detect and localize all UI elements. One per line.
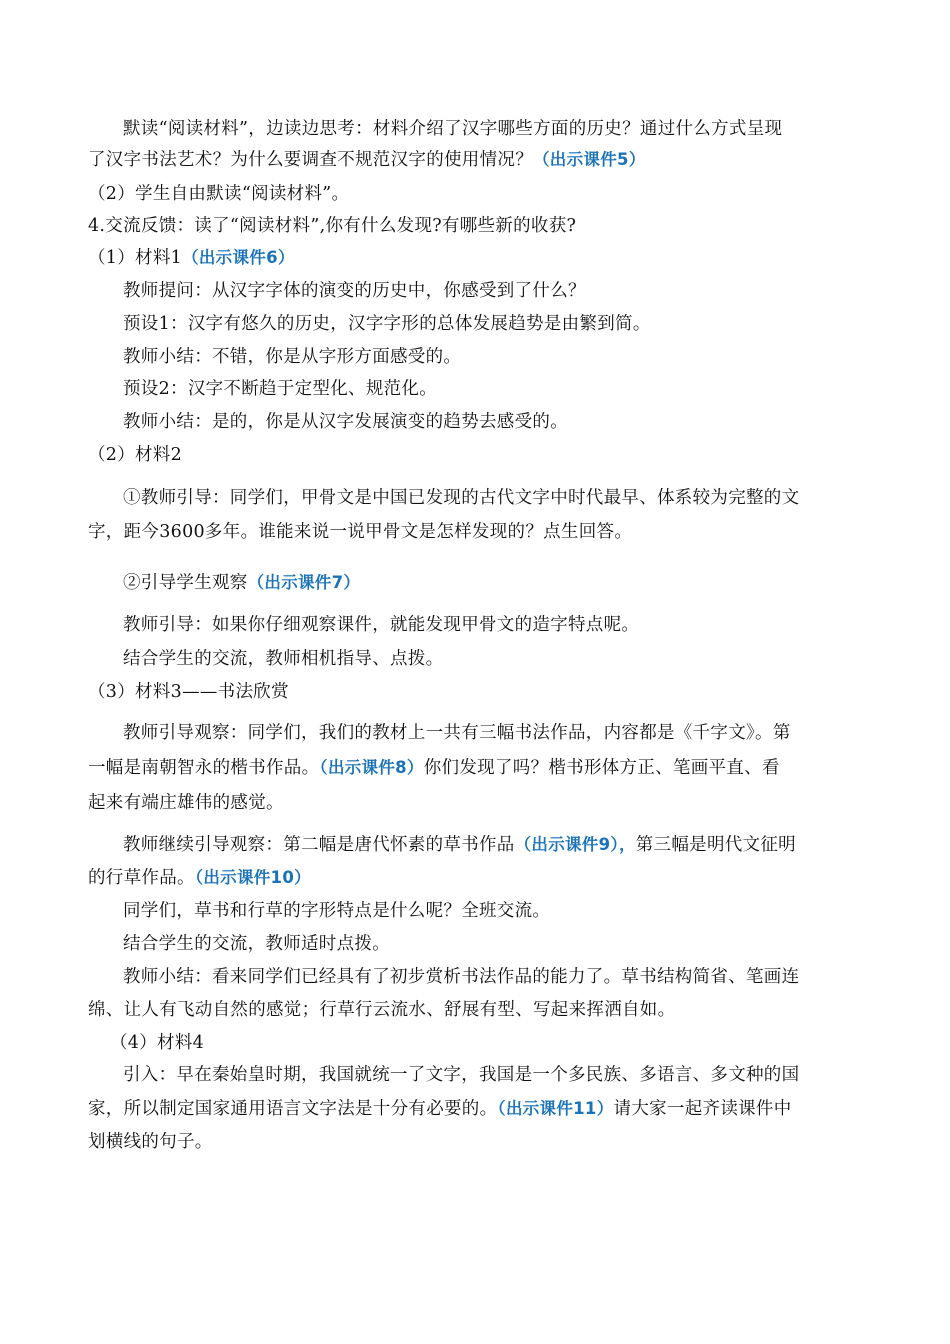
line-text: 4.交流反馈：读了“阅读材料”,你有什么发现?有哪些新的收获? bbox=[88, 216, 577, 236]
line-text: （4）材料4 bbox=[110, 1033, 205, 1053]
line-text: 结合学生的交流，教师相机指导、点拨。 bbox=[123, 649, 444, 669]
line-text: 字，距今3600多年。谁能来说一说甲骨文是怎样发现的？点生回答。 bbox=[88, 522, 633, 542]
text-line bbox=[88, 1130, 213, 1154]
line-text: 请大家一起齐读课件中 bbox=[613, 1099, 792, 1119]
text-line bbox=[88, 148, 646, 172]
line-text: 第三幅是明代文征明 bbox=[635, 835, 796, 855]
text-line bbox=[123, 117, 782, 141]
line-text: 预设2：汉字不断趋于定型化、规范化。 bbox=[123, 379, 438, 399]
line-text: （2）材料2 bbox=[88, 445, 183, 465]
text-line bbox=[123, 932, 390, 956]
text-line bbox=[88, 866, 311, 890]
line-text: （2）学生自由默读“阅读材料”。 bbox=[88, 184, 350, 204]
line-text: 起来有端庄雄伟的感觉。 bbox=[88, 793, 284, 813]
line-text: 教师继续引导观察：第二幅是唐代怀素的草书作品 bbox=[123, 835, 515, 855]
courseware-reference: （出示课件7） bbox=[247, 573, 361, 592]
courseware-reference: （出示课件10） bbox=[194, 868, 311, 887]
text-line bbox=[88, 998, 675, 1022]
line-text: 教师小结：是的，你是从汉字发展演变的趋势去感受的。 bbox=[123, 412, 568, 432]
text-line bbox=[123, 345, 461, 369]
courseware-reference: （出示课件6） bbox=[182, 248, 295, 267]
text-line bbox=[123, 410, 568, 434]
line-text: （3）材料3——书法欣赏 bbox=[88, 682, 289, 702]
text-line bbox=[123, 833, 796, 857]
line-text: 的行草作品。 bbox=[88, 868, 195, 888]
line-text: 绵、让人有飞动自然的感觉；行草行云流水、舒展有型、写起来挥洒自如。 bbox=[88, 1000, 676, 1020]
line-text: 教师小结：看来同学们已经具有了初步赏析书法作品的能力了。草书结构简省、笔画连 bbox=[123, 967, 800, 987]
text-line bbox=[123, 486, 799, 510]
text-line bbox=[123, 647, 443, 671]
line-text: 引入：早在秦始皇时期，我国就统一了文字，我国是一个多民族、多语言、多文种的国 bbox=[123, 1065, 800, 1085]
courseware-reference: （出示课件8） bbox=[319, 758, 424, 777]
courseware-reference: （出示课件9）， bbox=[514, 835, 636, 854]
subsection-heading bbox=[88, 246, 295, 270]
line-text: 教师提问：从汉字字体的演变的历史中，你感受到了什么？ bbox=[123, 281, 586, 301]
line-text: 预设1：汉字有悠久的历史，汉字字形的总体发展趋势是由繁到简。 bbox=[123, 314, 651, 334]
line-text: 教师引导观察：同学们，我们的教材上一共有三幅书法作品，内容都是《千字文》。第 bbox=[123, 723, 791, 743]
line-text: 家，所以制定国家通用语言文字法是十分有必要的。 bbox=[88, 1099, 498, 1119]
text-line bbox=[88, 1097, 792, 1121]
text-line bbox=[123, 721, 791, 745]
text-line bbox=[123, 571, 360, 595]
line-text: 同学们，草书和行草的字形特点是什么呢？全班交流。 bbox=[123, 901, 551, 921]
line-text: 教师小结：不错，你是从字形方面感受的。 bbox=[123, 347, 462, 367]
text-line bbox=[123, 613, 639, 637]
line-text: ②引导学生观察 bbox=[123, 573, 248, 593]
text-line bbox=[88, 182, 349, 206]
text-line bbox=[123, 899, 550, 923]
text-line bbox=[88, 791, 284, 815]
text-line bbox=[123, 312, 651, 336]
courseware-reference: （出示课件5） bbox=[533, 150, 646, 169]
section-heading bbox=[88, 214, 576, 238]
line-text: ①教师引导：同学们，甲骨文是中国已发现的古代文字中时代最早、体系较为完整的文 bbox=[123, 488, 800, 508]
line-text: 划横线的句子。 bbox=[88, 1132, 213, 1152]
text-line bbox=[123, 965, 799, 989]
text-line bbox=[88, 520, 632, 544]
subsection-heading bbox=[88, 443, 182, 467]
courseware-reference: （出示课件11） bbox=[497, 1099, 614, 1118]
line-text: 你们发现了吗？楷书形体方正、笔画平直、看 bbox=[423, 758, 780, 778]
text-line bbox=[123, 279, 586, 303]
line-text: 了汉字书法艺术？为什么要调查不规范汉字的使用情况？ bbox=[88, 150, 533, 170]
line-text: 结合学生的交流，教师适时点拨。 bbox=[123, 934, 390, 954]
text-line bbox=[123, 1063, 799, 1087]
line-text: （1）材料1 bbox=[88, 248, 183, 268]
text-line bbox=[88, 756, 780, 780]
subsection-heading bbox=[88, 680, 289, 704]
line-text: 默读“阅读材料”，边读边思考：材料介绍了汉字哪些方面的历史？通过什么方式呈现 bbox=[123, 119, 783, 139]
subsection-heading bbox=[110, 1031, 204, 1055]
text-line bbox=[123, 377, 437, 401]
line-text: 一幅是南朝智永的楷书作品。 bbox=[88, 758, 320, 778]
line-text: 教师引导：如果你仔细观察课件，就能发现甲骨文的造字特点呢。 bbox=[123, 615, 640, 635]
